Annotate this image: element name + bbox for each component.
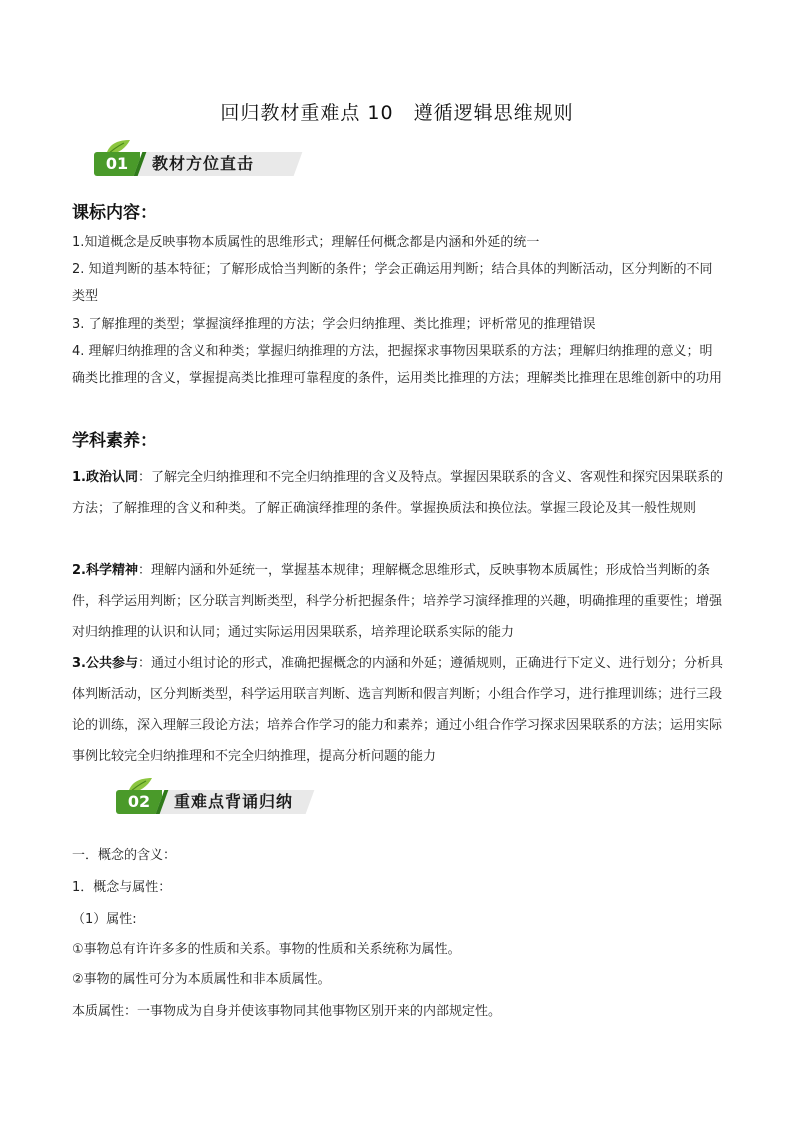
body-line: 1．概念与属性： [72,880,172,895]
literacy-item [72,648,724,772]
curriculum-item: 2. 知道判断的基本特征；了解形成恰当判断的条件；学会正确运用判断；结合具体的判断活动，区分判断的不同类型 [72,262,713,304]
body-line: ②事物的属性可分为本质属性和非本质属性。 [72,972,331,987]
body-line: 本质属性：一事物成为自身并使该事物同其他事物区别开来的内部规定性。 [72,1004,502,1019]
section-banner-1 [94,140,304,176]
curriculum-heading: 课标内容： [72,203,157,223]
body-line: ①事物总有许许多多的性质和关系。事物的性质和关系统称为属性。 [72,942,461,957]
literacy-item-label: 3.公共参与 [72,656,138,671]
literacy-item-sep: ： [137,563,151,578]
literacy-item-text: 了解完全归纳推理和不完全归纳推理的含义及特点。掌握因果联系的含义、客观性和探究因果联系的方法；了解推理的含义和种类。了解正确演绎推理的条件。掌握换质法和换位法。掌握三段论及其一般性规则 [72,470,724,516]
literacy-item-sep: ： [137,470,151,485]
body-line: （1）属性: [72,912,137,927]
literacy-item [72,462,724,524]
curriculum-item: 3. 了解推理的类型；掌握演绎推理的方法；学会归纳推理、类比推理；评析常见的推理错误 [72,317,596,332]
section-number: 01 [94,152,140,176]
body-line: 一．概念的含义： [72,848,177,863]
section-label: 重难点背诵归纳 [174,792,294,811]
curriculum-item: 4. 理解归纳推理的含义和种类；掌握归纳推理的方法，把握探求事物因果联系的方法；理解归纳推理的意义；明确类比推理的含义，掌握提高类比推理可靠程度的条件，运用类比推理的方法；理解类比推理在思维创新中的功用 [72,344,723,386]
literacy-item-label: 2.科学精神 [72,563,138,578]
curriculum-item: 1.知道概念是反映事物本质属性的思维形式；理解任何概念都是内涵和外延的统一 [72,235,540,250]
section-banner-2 [116,778,316,814]
literacy-item-text: 通过小组讨论的形式，准确把握概念的内涵和外延；遵循规则，正确进行下定义、进行划分；分析具体判断活动，区分判断类型，科学运用联言判断、选言判断和假言判断；小组合作学习，进行推理训练；进行三段论的训练，深入理解三段论方法；培养合作学习的能力和素养；通过小组合作学习探求因果联系的方法；运用实际事例比较完全归纳推理和不完全归纳推理，提高分析问题的能力 [72,656,724,764]
section-label: 教材方位直击 [152,154,255,173]
literacy-item [72,555,724,648]
section-number: 02 [116,790,162,814]
literacy-item-sep: ： [137,656,151,671]
document-title: 回归教材重难点 10 遵循逻辑思维规则 [220,102,574,124]
literacy-item-text: 理解内涵和外延统一，掌握基本规律；理解概念思维形式，反映事物本质属性；形成恰当判断的条件，科学运用判断；区分联言判断类型，科学分析把握条件；培养学习演绎推理的兴趣，明确推理的重要性；增强对归纳推理的认识和认同；通过实际运用因果联系，培养理论联系实际的能力 [72,563,723,640]
literacy-heading: 学科素养： [72,431,157,451]
literacy-item-label: 1.政治认同 [72,470,138,485]
